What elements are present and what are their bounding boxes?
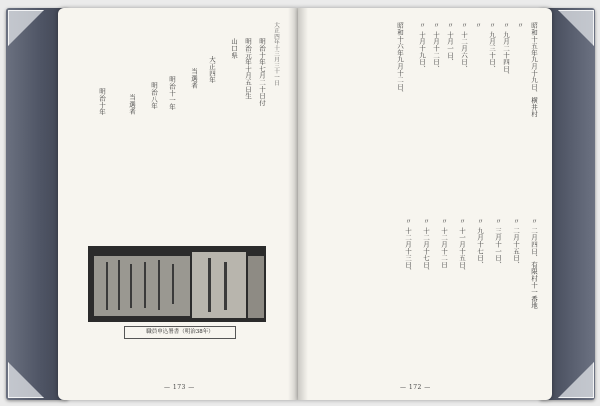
text-column: 〃 十月十九日、 (418, 22, 426, 72)
right-page (298, 8, 552, 400)
text-column: 〃 九月三十日、 (488, 22, 496, 72)
text-column: 昭和十五年九月十九日、横井村 (530, 22, 538, 118)
text-column: 〃 九月二十四日、 (502, 22, 510, 79)
text-column: 〃 十月十二日、 (432, 22, 440, 72)
text-column: 〃 十二月十三日、 (404, 218, 412, 275)
text-column: 昭和十六年九月十二日、 (396, 22, 404, 97)
photo-caption: 職員申込署書（明治38年） (124, 326, 236, 339)
text-column: 山口県 (230, 38, 238, 59)
page-number: — 172 — (400, 384, 431, 391)
document-sheet (192, 252, 246, 318)
text-column: 明治元年十月五日生 (244, 38, 252, 100)
historical-document-photo (88, 246, 266, 322)
text-column: 〃 (474, 22, 482, 29)
text-column: 〃 十二月六日、 (460, 22, 468, 72)
left-page (58, 8, 298, 400)
text-column: 〃 二月四日、有限村十一番地 (530, 218, 538, 309)
document-sheet (248, 256, 264, 318)
page-number: — 173 — (164, 384, 195, 391)
text-column: 大正四年 (208, 56, 216, 84)
text-column: 明治十年 (98, 88, 106, 116)
document-sheet (94, 256, 190, 316)
text-column: 〃 十二月十二日 (440, 218, 448, 268)
text-column: 〃 十二月十七日、 (422, 218, 430, 275)
text-column: 明治十一年 (168, 76, 176, 110)
text-column: 当選者 (190, 68, 198, 89)
text-column: 〃 二月十五日、 (512, 218, 520, 268)
text-column: 大正四年十三月三十一日 (273, 22, 279, 86)
text-column: 〃 三月十一日、 (494, 218, 502, 268)
text-column: 明治十年七月二十日付 (258, 38, 266, 106)
text-column: 〃 (516, 22, 524, 29)
text-column: 〃 十月一日、 (446, 22, 454, 66)
text-column: 〃 十一月十五日、 (458, 218, 466, 275)
text-column: 当選者 (128, 94, 136, 115)
text-column: 〃 九月十七日、 (476, 218, 484, 268)
text-column: 明治八年 (150, 82, 158, 110)
